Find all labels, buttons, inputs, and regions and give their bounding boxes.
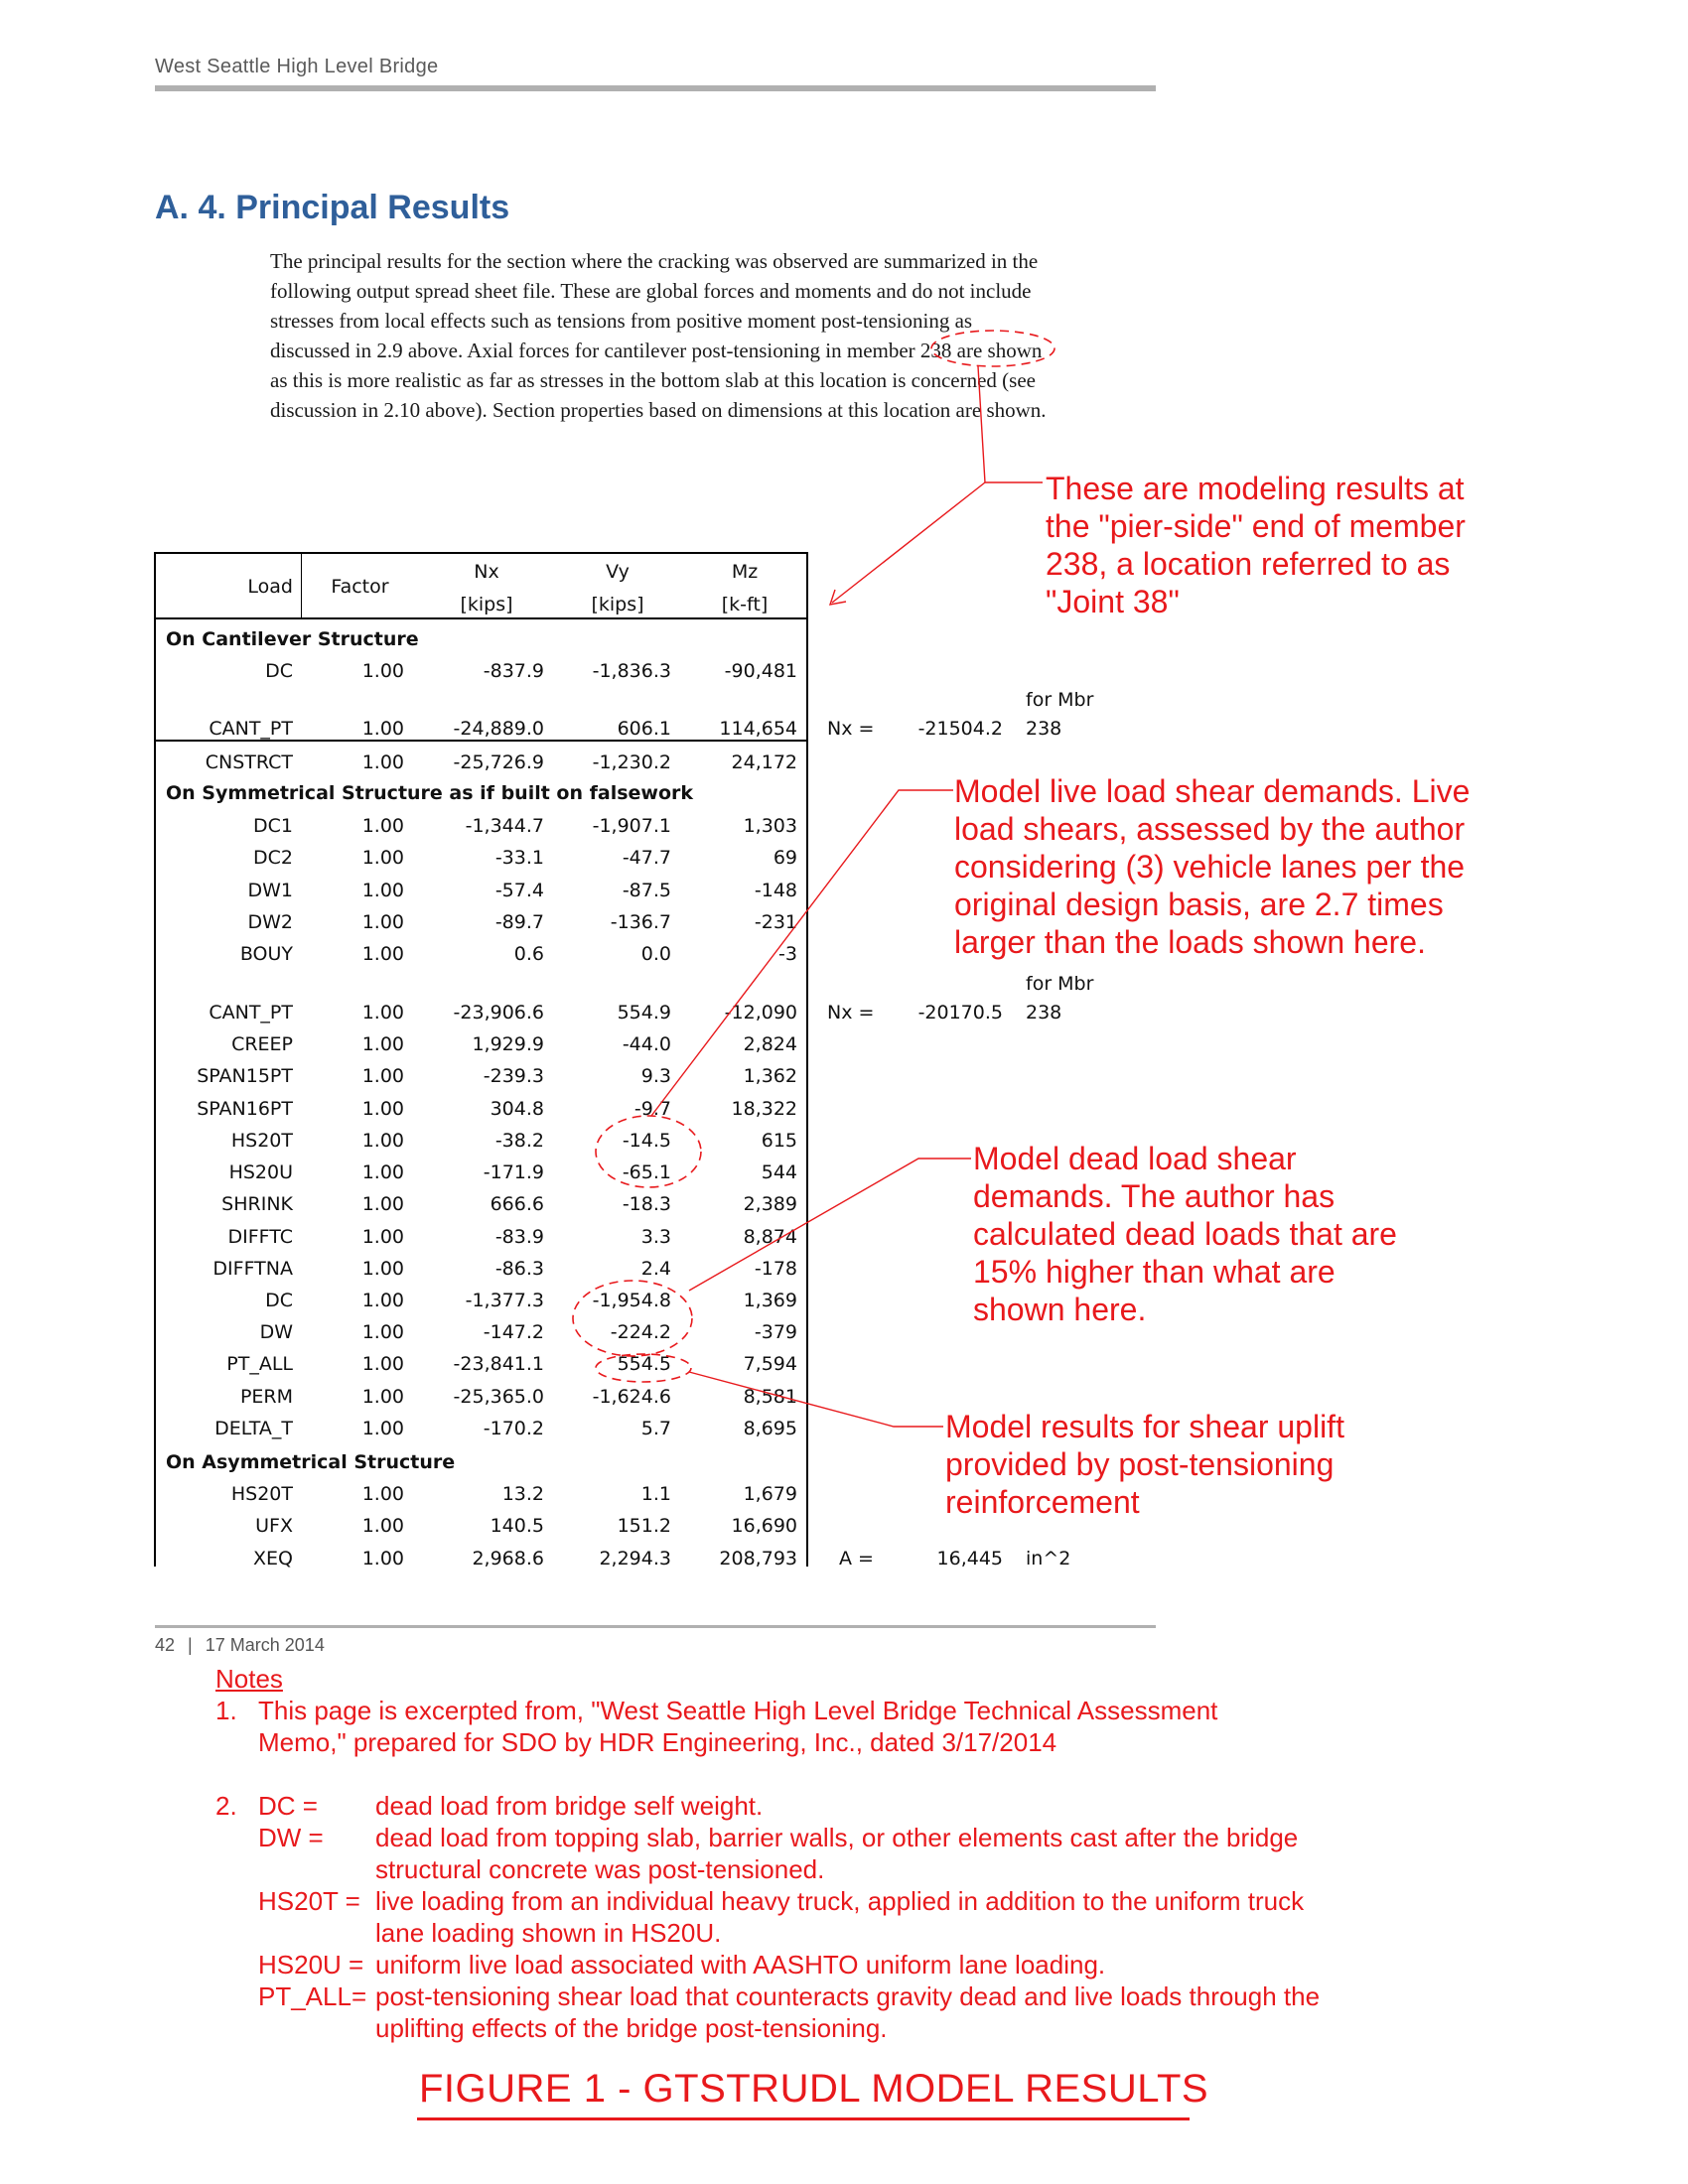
definition-term: DC = bbox=[258, 1791, 318, 1821]
side-area-unit: in^2 bbox=[1026, 1548, 1071, 1570]
annotation-line: 15% higher than what are bbox=[973, 1254, 1336, 1290]
note-2-number: 2. bbox=[215, 1791, 237, 1821]
note-2-definitions bbox=[258, 1790, 1549, 2044]
circle-dead-load bbox=[573, 1281, 692, 1356]
header-nx-unit: [kips] bbox=[460, 594, 513, 615]
cell-mz: -148 bbox=[754, 880, 797, 901]
cell-factor: 1.00 bbox=[361, 751, 404, 773]
cell-factor: 1.00 bbox=[361, 1130, 404, 1152]
definition-term: DW = bbox=[258, 1823, 324, 1852]
definition-text: uplifting effects of the bridge post-tensioning. bbox=[375, 2013, 888, 2043]
cell-factor: 1.00 bbox=[361, 1193, 404, 1215]
cell-factor: 1.00 bbox=[361, 943, 404, 965]
cell-load: DC bbox=[265, 660, 293, 682]
cell-vy: -1,624.6 bbox=[592, 1386, 671, 1408]
cell-load: CNSTRCT bbox=[205, 751, 293, 773]
cell-factor: 1.00 bbox=[361, 1418, 404, 1439]
cell-load: DC2 bbox=[253, 847, 293, 869]
cell-load: DW2 bbox=[247, 911, 293, 933]
definition-text: dead load from topping slab, barrier walls, or other elements cast after the bridge bbox=[375, 1823, 1299, 1852]
cell-factor: 1.00 bbox=[361, 1321, 404, 1343]
definition-term: HS20T = bbox=[258, 1886, 360, 1916]
annotation-line: Model dead load shear bbox=[973, 1141, 1297, 1176]
note-line: Memo," prepared for SDO by HDR Engineering, Inc., dated 3/17/2014 bbox=[258, 1727, 1057, 1757]
cell-vy: -44.0 bbox=[622, 1033, 671, 1055]
side-nx-value: -20170.5 bbox=[917, 1002, 1003, 1024]
cell-mz: -12,090 bbox=[724, 1002, 797, 1024]
annotation-line: These are modeling results at bbox=[1046, 471, 1465, 506]
cell-nx: 666.6 bbox=[490, 1193, 544, 1215]
cell-mz: -178 bbox=[754, 1258, 797, 1280]
annotation-line: load shears, assessed by the author bbox=[954, 811, 1466, 847]
cell-mz: 69 bbox=[773, 847, 797, 869]
group-label-symmetrical: On Symmetrical Structure as if built on falsework bbox=[166, 782, 694, 804]
circle-member-238 bbox=[931, 331, 1055, 366]
cell-nx: 1,929.9 bbox=[472, 1033, 544, 1055]
cell-load: DC bbox=[265, 1290, 293, 1311]
definition-text: uniform live load associated with AASHTO uniform lane loading. bbox=[375, 1950, 1106, 1979]
cell-vy: -47.7 bbox=[622, 847, 671, 869]
cell-vy: -1,836.3 bbox=[592, 660, 671, 682]
annotation-line: provided by post-tensioning bbox=[945, 1446, 1335, 1482]
cell-mz: 18,322 bbox=[731, 1098, 797, 1120]
header-mz-unit: [k-ft] bbox=[721, 594, 769, 615]
note-line: This page is excerpted from, "West Seattle High Level Bridge Technical Assessment bbox=[258, 1696, 1218, 1725]
cell-vy: 151.2 bbox=[617, 1515, 671, 1537]
leader-dead-load bbox=[689, 1159, 971, 1291]
side-for-mbr: for Mbr bbox=[1026, 973, 1094, 995]
cell-vy: -87.5 bbox=[622, 880, 671, 901]
cell-nx: 2,968.6 bbox=[472, 1548, 544, 1570]
cell-vy: 2.4 bbox=[640, 1258, 671, 1280]
cell-load: DIFFTNA bbox=[212, 1258, 293, 1280]
side-nx-label: Nx = bbox=[827, 718, 875, 740]
arrow-joint-38 bbox=[832, 482, 985, 603]
definition-text: dead load from bridge self weight. bbox=[375, 1791, 764, 1821]
cell-nx: 0.6 bbox=[513, 943, 544, 965]
cell-vy: 606.1 bbox=[617, 718, 671, 740]
definition-term: PT_ALL= bbox=[258, 1981, 367, 2011]
cell-mz: 8,874 bbox=[743, 1226, 797, 1248]
cell-vy: -224.2 bbox=[610, 1321, 671, 1343]
annotation-joint-38 bbox=[1046, 470, 1466, 620]
cell-mz: 1,369 bbox=[743, 1290, 797, 1311]
leader-pt-all bbox=[689, 1372, 943, 1427]
definition-item bbox=[258, 1790, 1549, 1822]
cell-nx: -837.9 bbox=[483, 660, 544, 682]
cell-factor: 1.00 bbox=[361, 1226, 404, 1248]
definition-text: live loading from an individual heavy truck, applied in addition to the uniform truck bbox=[375, 1886, 1305, 1916]
cell-mz: 2,824 bbox=[743, 1033, 797, 1055]
cell-mz: 208,793 bbox=[719, 1548, 797, 1570]
annotation-line: "Joint 38" bbox=[1046, 584, 1180, 619]
cell-factor: 1.00 bbox=[361, 1548, 404, 1570]
cell-nx: -25,365.0 bbox=[453, 1386, 544, 1408]
definition-term: HS20U = bbox=[258, 1950, 364, 1979]
definition-text: structural concrete was post-tensioned. bbox=[375, 1854, 825, 1884]
cell-load: XEQ bbox=[253, 1548, 293, 1570]
cell-nx: -24,889.0 bbox=[453, 718, 544, 740]
header-vy: Vy bbox=[606, 561, 630, 583]
cell-nx: -57.4 bbox=[494, 880, 544, 901]
intro-line: discussed in 2.9 above. Axial forces for cantilever post-tensioning in member 238 are shown bbox=[270, 339, 1043, 362]
side-nx-label: Nx = bbox=[827, 1002, 875, 1024]
group-label-cantilever: On Cantilever Structure bbox=[166, 628, 419, 650]
annotation-line: Model live load shear demands. Live bbox=[954, 773, 1471, 809]
cell-load: HS20T bbox=[230, 1130, 293, 1152]
group-label-asymmetrical: On Asymmetrical Structure bbox=[166, 1451, 456, 1473]
cell-load: DELTA_T bbox=[214, 1418, 293, 1439]
annotation-line: reinforcement bbox=[945, 1484, 1140, 1520]
cell-nx: -1,377.3 bbox=[465, 1290, 544, 1311]
cell-load: SPAN16PT bbox=[197, 1098, 293, 1120]
cell-factor: 1.00 bbox=[361, 1515, 404, 1537]
definition-text: post-tensioning shear load that counteracts gravity dead and live loads through the bbox=[375, 1981, 1321, 2011]
page-footer bbox=[155, 1635, 325, 1656]
cell-nx: 140.5 bbox=[490, 1515, 544, 1537]
cell-nx: -23,841.1 bbox=[453, 1353, 544, 1375]
notes-title: Notes bbox=[215, 1664, 283, 1694]
cell-load: CREEP bbox=[231, 1033, 293, 1055]
side-for-mbr: for Mbr bbox=[1026, 689, 1094, 711]
header-vy-unit: [kips] bbox=[591, 594, 644, 615]
cell-mz: 114,654 bbox=[719, 718, 797, 740]
cell-factor: 1.00 bbox=[361, 1065, 404, 1087]
header-mz: Mz bbox=[731, 561, 759, 583]
figure-title: FIGURE 1 - GTSTRUDL MODEL RESULTS bbox=[419, 2067, 1209, 2111]
cell-vy: 9.3 bbox=[640, 1065, 671, 1087]
cell-nx: -89.7 bbox=[494, 911, 544, 933]
cell-factor: 1.00 bbox=[361, 1258, 404, 1280]
cell-factor: 1.00 bbox=[361, 1033, 404, 1055]
leader-member-238 bbox=[978, 366, 1043, 482]
intro-line: discussion in 2.10 above). Section properties based on dimensions at this location are shown. bbox=[270, 398, 1047, 422]
side-area-value: 16,445 bbox=[936, 1548, 1003, 1570]
side-mbr: 238 bbox=[1026, 1002, 1062, 1024]
annotation-live-load bbox=[954, 772, 1470, 961]
figure-title-underline bbox=[417, 2117, 1190, 2120]
cell-mz: -3 bbox=[778, 943, 797, 965]
cell-mz: 1,679 bbox=[743, 1483, 797, 1505]
annotation-line: calculated dead loads that are bbox=[973, 1216, 1397, 1252]
cell-factor: 1.00 bbox=[361, 1483, 404, 1505]
intro-line: as this is more realistic as far as stresses in the bottom slab at this location is concerned (see bbox=[270, 368, 1036, 392]
cell-nx: -25,726.9 bbox=[453, 751, 544, 773]
cell-vy: 5.7 bbox=[640, 1418, 671, 1439]
cell-vy: 554.5 bbox=[617, 1353, 671, 1375]
cell-load: CANT_PT bbox=[209, 718, 293, 740]
cell-load: DIFFTC bbox=[227, 1226, 293, 1248]
cell-mz: 1,362 bbox=[743, 1065, 797, 1087]
intro-line: The principal results for the section where the cracking was observed are summarized in the bbox=[270, 249, 1039, 273]
definition-item bbox=[258, 1885, 1549, 1949]
cell-vy: -1,230.2 bbox=[592, 751, 671, 773]
annotation-line: the "pier-side" end of member bbox=[1046, 508, 1466, 544]
cell-mz: 1,303 bbox=[743, 815, 797, 837]
cell-factor: 1.00 bbox=[361, 1002, 404, 1024]
cell-factor: 1.00 bbox=[361, 718, 404, 740]
cell-load: HS20T bbox=[230, 1483, 293, 1505]
annotation-dead-load bbox=[973, 1140, 1397, 1328]
cell-load: DW bbox=[259, 1321, 293, 1343]
cell-vy: 2,294.3 bbox=[599, 1548, 671, 1570]
cell-load: SPAN15PT bbox=[197, 1065, 293, 1087]
annotation-line: shown here. bbox=[973, 1292, 1147, 1327]
cell-mz: 615 bbox=[761, 1130, 797, 1152]
side-mbr: 238 bbox=[1026, 718, 1062, 740]
cell-mz: 8,581 bbox=[743, 1386, 797, 1408]
cell-load: HS20U bbox=[228, 1161, 293, 1183]
cell-load: SHRINK bbox=[221, 1193, 293, 1215]
cell-vy: -14.5 bbox=[622, 1130, 671, 1152]
cell-mz: -379 bbox=[754, 1321, 797, 1343]
cell-load: DC1 bbox=[253, 815, 293, 837]
definition-text: lane loading shown in HS20U. bbox=[375, 1918, 722, 1948]
cell-vy: -9.7 bbox=[633, 1098, 671, 1120]
cell-mz: -90,481 bbox=[724, 660, 797, 682]
footer-date: 17 March 2014 bbox=[205, 1635, 325, 1655]
cell-vy: -1,907.1 bbox=[592, 815, 671, 837]
page-number: 42 bbox=[155, 1635, 176, 1655]
cell-mz: 544 bbox=[761, 1161, 797, 1183]
definition-item bbox=[258, 1949, 1549, 1980]
cell-factor: 1.00 bbox=[361, 911, 404, 933]
cell-nx: -171.9 bbox=[483, 1161, 544, 1183]
annotation-line: 238, a location referred to as bbox=[1046, 546, 1451, 582]
cell-vy: -1,954.8 bbox=[592, 1290, 671, 1311]
cell-nx: -33.1 bbox=[494, 847, 544, 869]
side-area-label: A = bbox=[839, 1548, 874, 1570]
cell-factor: 1.00 bbox=[361, 847, 404, 869]
cell-nx: 304.8 bbox=[490, 1098, 544, 1120]
annotation-line: larger than the loads shown here. bbox=[954, 924, 1426, 960]
cell-load: PERM bbox=[239, 1386, 293, 1408]
leader-live-load bbox=[651, 790, 953, 1116]
definition-item bbox=[258, 1822, 1549, 1885]
cell-nx: -86.3 bbox=[494, 1258, 544, 1280]
side-nx-value: -21504.2 bbox=[917, 718, 1003, 740]
cell-nx: -170.2 bbox=[483, 1418, 544, 1439]
intro-line: following output spread sheet file. These are global forces and moments and do not include bbox=[270, 279, 1032, 303]
note-1 bbox=[258, 1695, 1217, 1758]
intro-line: stresses from local effects such as tensions from positive moment post-tensioning as bbox=[270, 309, 973, 333]
cell-nx: -147.2 bbox=[483, 1321, 544, 1343]
running-header: West Seattle High Level Bridge bbox=[155, 56, 439, 77]
cell-mz: 8,695 bbox=[743, 1418, 797, 1439]
annotation-line: original design basis, are 2.7 times bbox=[954, 887, 1444, 922]
cell-vy: 554.9 bbox=[617, 1002, 671, 1024]
annotation-line: considering (3) vehicle lanes per the bbox=[954, 849, 1466, 885]
circle-pt-all bbox=[596, 1354, 691, 1382]
cell-factor: 1.00 bbox=[361, 660, 404, 682]
cell-nx: 13.2 bbox=[501, 1483, 544, 1505]
annotation-uplift bbox=[945, 1408, 1344, 1521]
cell-nx: -38.2 bbox=[494, 1130, 544, 1152]
note-1-number: 1. bbox=[215, 1696, 237, 1725]
cell-nx: -83.9 bbox=[494, 1226, 544, 1248]
cell-load: CANT_PT bbox=[209, 1002, 293, 1024]
cell-mz: 7,594 bbox=[743, 1353, 797, 1375]
cell-factor: 1.00 bbox=[361, 1098, 404, 1120]
cell-load: UFX bbox=[255, 1515, 293, 1537]
cell-mz: 16,690 bbox=[731, 1515, 797, 1537]
cell-factor: 1.00 bbox=[361, 1161, 404, 1183]
header-factor: Factor bbox=[331, 576, 389, 598]
cell-mz: -231 bbox=[754, 911, 797, 933]
circle-live-load bbox=[596, 1116, 701, 1187]
definition-item bbox=[258, 1980, 1549, 2044]
cell-nx: -1,344.7 bbox=[465, 815, 544, 837]
cell-mz: 2,389 bbox=[743, 1193, 797, 1215]
cell-vy: -18.3 bbox=[622, 1193, 671, 1215]
cell-factor: 1.00 bbox=[361, 1353, 404, 1375]
cell-load: PT_ALL bbox=[226, 1353, 293, 1375]
cell-nx: -239.3 bbox=[483, 1065, 544, 1087]
cell-vy: -65.1 bbox=[622, 1161, 671, 1183]
cell-load: BOUY bbox=[239, 943, 293, 965]
header-nx: Nx bbox=[474, 561, 499, 583]
cell-vy: -136.7 bbox=[610, 911, 671, 933]
footer-separator: | bbox=[188, 1635, 193, 1655]
cell-factor: 1.00 bbox=[361, 1290, 404, 1311]
cell-nx: -23,906.6 bbox=[453, 1002, 544, 1024]
footer-rule bbox=[155, 1625, 1156, 1628]
cell-factor: 1.00 bbox=[361, 880, 404, 901]
header-load: Load bbox=[247, 576, 293, 598]
cell-vy: 3.3 bbox=[640, 1226, 671, 1248]
cell-factor: 1.00 bbox=[361, 1386, 404, 1408]
cell-mz: 24,172 bbox=[731, 751, 797, 773]
annotation-line: Model results for shear uplift bbox=[945, 1409, 1344, 1444]
section-title: A. 4. Principal Results bbox=[155, 189, 510, 226]
annotation-line: demands. The author has bbox=[973, 1178, 1336, 1214]
cell-vy: 0.0 bbox=[640, 943, 671, 965]
cell-load: DW1 bbox=[247, 880, 293, 901]
cell-vy: 1.1 bbox=[640, 1483, 671, 1505]
cell-factor: 1.00 bbox=[361, 815, 404, 837]
